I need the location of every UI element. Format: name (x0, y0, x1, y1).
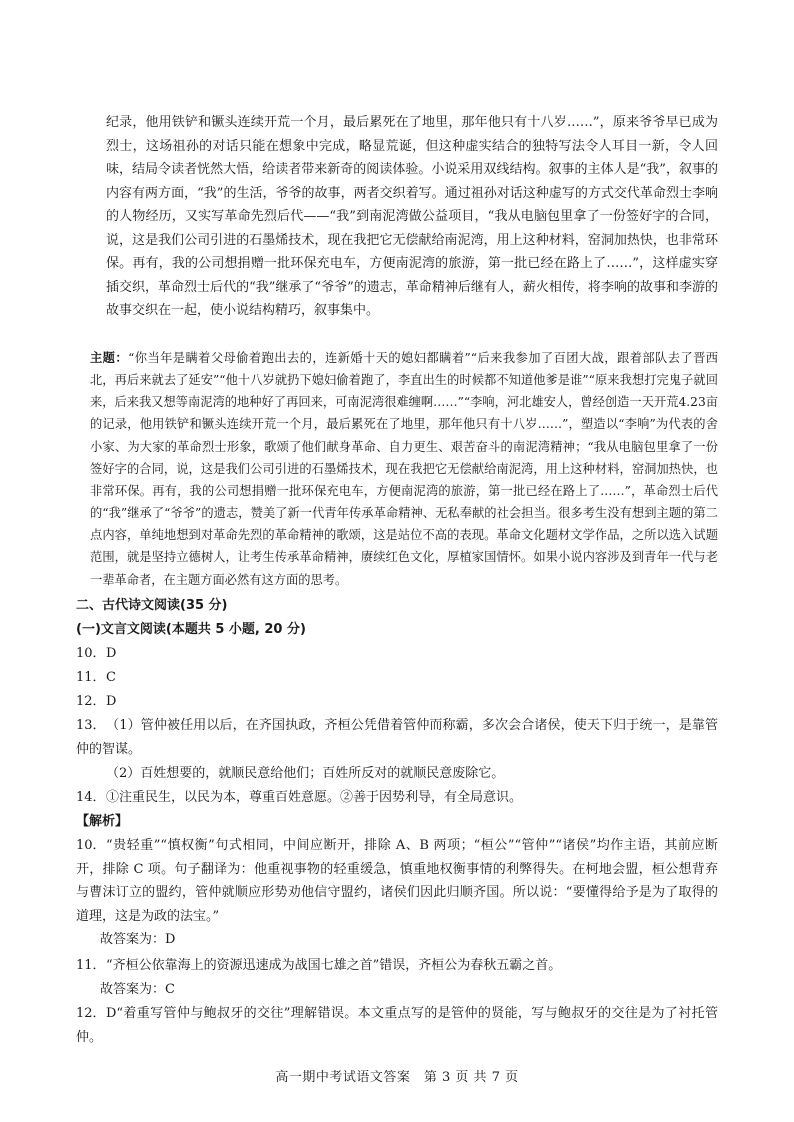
answer-value: D (106, 646, 117, 661)
section-two-title: 二、古代诗文阅读(35 分) (76, 598, 228, 613)
answer-row (76, 786, 718, 810)
analysis-12 (76, 1002, 718, 1049)
analysis-10 (76, 834, 718, 928)
answer-value: C (106, 670, 116, 685)
question-number: 11． (76, 958, 106, 973)
theme-label: 主题： (90, 351, 129, 365)
q14-answer: ①注重民生，以民为本，尊重百姓意愿。②善于因势利导，有全局意识。 (106, 790, 523, 805)
question-13-part1 (76, 714, 718, 761)
answer-line: 故答案为：D (100, 932, 176, 947)
intro-paragraph: 纪录，他用铁铲和镢头连续开荒一个月，最后累死在了地里，那年他只有十八岁……”，原来爷爷早已成为烈士，这场祖孙的对话只能在想象中完成，略显荒诞，但这种虚实结合的独特写法令人耳目一新，令人回味，结局令读者恍然大悟，给读者带来新奇的阅读体验。小说采用双线结构。叙事的主体人是“我”，叙事的内容有两方面，“我”的生活，爷爷的故事，两者交织着写。通过祖孙对话这种虚写的方式交代革命烈士李响的人物经历，又实写革命先烈后代——“我”到南泥湾做公益项目，“我从电脑包里拿了一份签好字的合同，说，这是我们公司引进的石墨烯技术，现在我把它无偿献给南泥湾，用上这种材料，窑洞加热快，也非常环保。再有，我的公司想捐赠一批环保充电车，方便南泥湾的旅游，第一批已经在路上了……”，这样虚实穿插交织，革命烈士后代的“我”继承了“爷爷”的遗志，革命精神后继有人，薪火相传，将李响的故事和李游的故事交织在一起，使小说结构精巧，叙事集中。 (106, 115, 718, 318)
analysis-text: “贵轻重”“慎权衡”句式相同，中间应断开，排除 A、B 两项；“桓公”“管仲”“诸侯”均作主语，其前应断开，排除 C 项。句子翻译为：他重视事物的轻重缓急，慎重地权衡事情的利弊得失。在柯地会盟，桓公想背弃与曹沫订立的盟约，管仲就顺应形势劝他信守盟约，诸侯们因此归顺齐国。所以说：“要懂得给予是为了取得的道理，这是为政的法宝。” (76, 838, 718, 924)
analysis-11 (76, 954, 718, 978)
question-number: 10． (76, 646, 106, 661)
answer-value: D (106, 694, 117, 709)
question-13-part2: （2）百姓想要的，就顺民意给他们；百姓所反对的就顺民意废除它。 (106, 766, 505, 781)
answer-row (76, 642, 718, 666)
question-number: 14． (76, 790, 106, 805)
question-number: 11． (76, 670, 106, 685)
section-two-subtitle: (一)文言文阅读(本题共 5 小题, 20 分) (76, 622, 306, 637)
question-number: 12． (76, 694, 106, 709)
answer-line: 故答案为：C (100, 982, 175, 997)
question-number: 10． (76, 838, 106, 853)
answer-row (76, 666, 718, 690)
theme-body: “你当年是瞒着父母偷着跑出去的，连新婚十天的媳妇都瞒着”“后来我参加了百团大战，跟着部队去了晋西北，再后来就去了延安”“他十八岁就扔下媳妇偷着跑了，李直出生的时候都不知道他爹是谁”“原来我想打完鬼子就回来，后来我又想等南泥湾的地种好了再回来，可南泥湾很难缠啊……”“李响，河北雄安人，曾经创造一天开荒4.23亩的记录，他用铁铲和镢头连续开荒一个月，最后累死在了地里，那年他只有十八岁……”，塑造以“李响”为代表的舍小家、为大家的革命烈士形象，歌颂了他们献身革命、自力更生、艰苦奋斗的南泥湾精神；“我从电脑包里拿了一份签好字的合同，说，这是我们公司引进的石墨烯技术，现在我把它无偿献给南泥湾，用上这种材料，窑洞加热快，也非常环保。再有，我的公司想捐赠一批环保充电车，方便南泥湾的旅游，第一批已经在路上了……”，革命烈士后代的“我”继承了“爷爷”的遗志，赞美了新一代青年传承革命精神、无私奉献的社会担当。很多考生没有想到主题的第二点内容，单纯地想到对革命先烈的革命精神的歌颂，这是站位不高的表现。革命文化题材文学作品，之所以选入试题范围，就是坚持立德树人，让考生传承革命精神，赓续红色文化，厚植家国情怀。如果小说内容涉及到青年一代与老一辈革命者，在主题方面必然有这方面的思考。 (90, 351, 719, 587)
theme-paragraph (90, 347, 718, 591)
analysis-text: “齐桓公依靠海上的资源迅速成为战国七雄之首”错误，齐桓公为春秋五霸之首。 (106, 958, 562, 973)
question-number: 12． (76, 1006, 106, 1021)
analysis-text: D“着重写管仲与鲍叔牙的交往”理解错误。本文重点写的是管仲的贤能，写与鲍叔牙的交往是为了衬托管仲。 (76, 1006, 718, 1045)
q13-translation-1: （1）管仲被任用以后，在齐国执政，齐桓公凭借着管仲而称霸，多次会合诸侯，使天下归于统一，是靠管仲的智谋。 (76, 718, 718, 757)
answer-row (76, 690, 718, 714)
analysis-label: 【解析】 (76, 814, 129, 829)
question-number: 13． (76, 718, 106, 733)
page-footer: 高一期中考试语文答案 第 3 页 共 7 页 (275, 1070, 519, 1085)
